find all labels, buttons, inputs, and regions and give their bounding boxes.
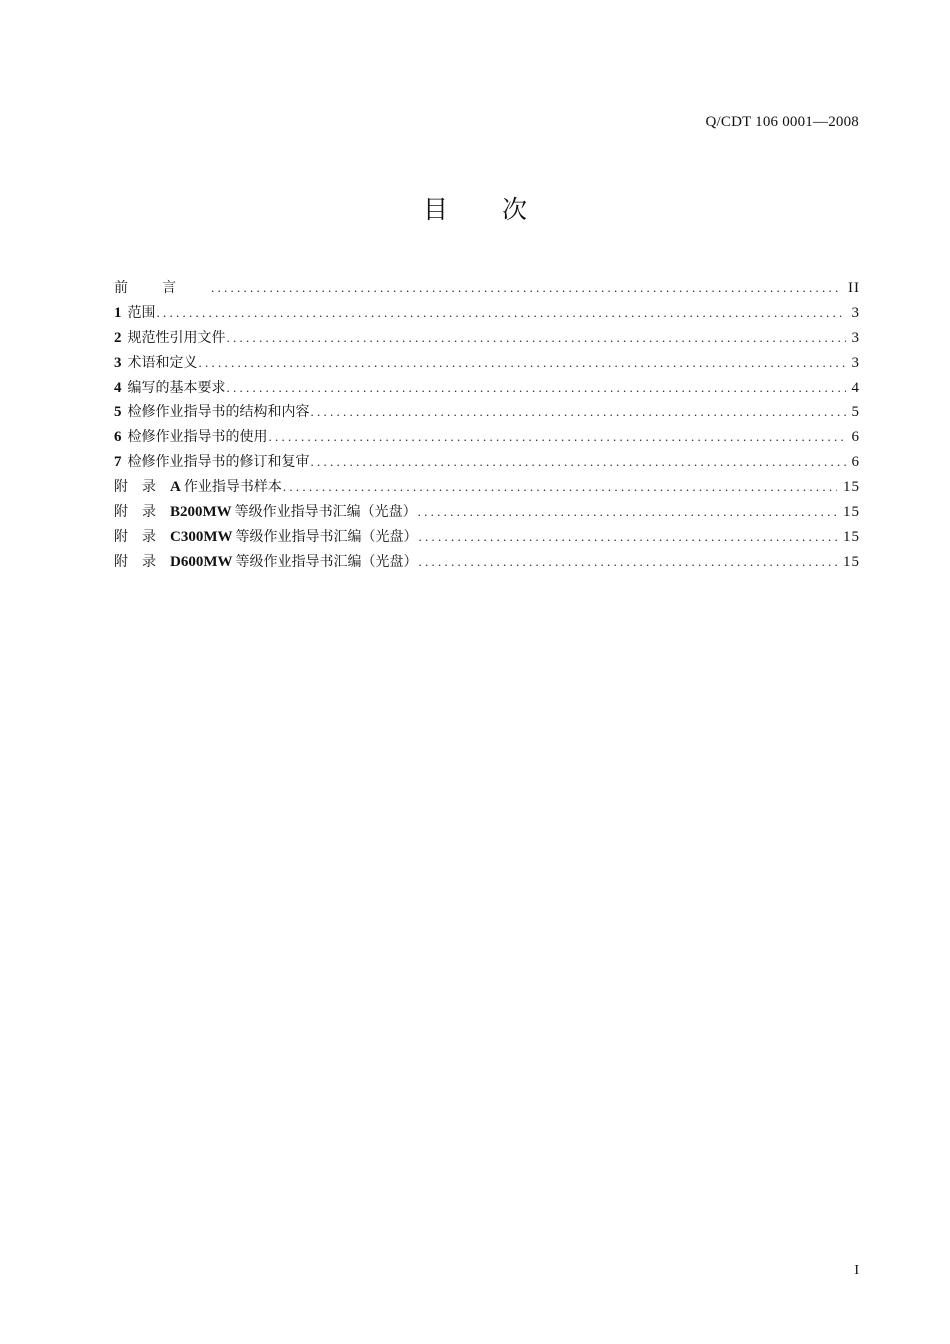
toc-entry-label: 规范性引用文件	[127, 329, 226, 346]
toc-entry-number: 4	[114, 379, 122, 396]
toc-entry-label: 范围	[127, 304, 156, 321]
toc-appendix-prefix: 附录	[114, 528, 170, 545]
toc-leader	[419, 554, 838, 570]
toc-page-number: 15	[843, 504, 860, 521]
toc-leader	[227, 380, 846, 396]
toc-page-number: 15	[843, 553, 860, 570]
toc-page-number: 6	[851, 429, 860, 446]
toc-entry-6[interactable]	[114, 426, 860, 451]
document-code: Q/CDT 106 0001—2008	[705, 114, 859, 130]
toc-leader	[418, 504, 837, 520]
toc-page-number: 6	[851, 454, 860, 471]
toc-page-number: 4	[851, 379, 860, 396]
toc-entry-number: 1	[114, 304, 122, 321]
toc-entry-appendix-c[interactable]	[114, 526, 860, 551]
toc-entry-number: 7	[114, 454, 122, 471]
toc-page-number: 15	[843, 479, 860, 496]
toc-entry-label: 编写的基本要求	[127, 379, 226, 396]
toc-entry-4[interactable]	[114, 377, 860, 402]
toc-appendix-code: D600MW	[170, 553, 233, 570]
toc-page-number: 5	[851, 404, 860, 421]
toc-leader	[311, 454, 846, 470]
toc-appendix-code: A	[170, 479, 181, 496]
toc-entry-appendix-a[interactable]	[114, 476, 860, 501]
toc-entry-number: 5	[114, 404, 122, 421]
toc-appendix-code: C300MW	[170, 528, 233, 545]
toc-entry-label: 等级作业指导书汇编（光盘）	[235, 553, 418, 570]
toc-entry-label: 检修作业指导书的修订和复审	[127, 454, 310, 471]
toc-entry-label: 术语和定义	[127, 354, 198, 371]
toc-entry-appendix-d[interactable]	[114, 551, 860, 576]
toc-entry-label: 等级作业指导书汇编（光盘）	[234, 504, 417, 521]
toc-entry-number: 3	[114, 354, 122, 371]
toc-appendix-prefix: 附录	[114, 479, 170, 496]
toc-page-number: II	[848, 280, 860, 296]
toc-leader	[311, 404, 846, 420]
toc-entry-label: 前言	[114, 280, 210, 296]
toc-page-number: 3	[851, 304, 860, 321]
toc-leader	[419, 529, 838, 545]
toc-leader	[283, 479, 837, 495]
toc-entry-7[interactable]	[114, 451, 860, 476]
toc-entry-label: 检修作业指导书的使用	[127, 429, 268, 446]
toc-appendix-prefix: 附录	[114, 553, 170, 570]
toc-entry-label: 等级作业指导书汇编（光盘）	[235, 528, 418, 545]
toc-entry-number: 2	[114, 329, 122, 346]
toc-page-number: 3	[851, 329, 860, 346]
toc-entry-3[interactable]	[114, 352, 860, 377]
toc-entry-label: 作业指导书样本	[183, 479, 282, 496]
toc-leader	[227, 330, 846, 346]
toc-leader	[157, 305, 846, 321]
toc-leader	[199, 355, 846, 371]
toc-entry-5[interactable]	[114, 401, 860, 426]
toc-page-number: 15	[843, 528, 860, 545]
toc-entry-2[interactable]	[114, 327, 860, 352]
toc-appendix-prefix: 附录	[114, 504, 170, 521]
toc-entry-number: 6	[114, 429, 122, 446]
page-title: 目次	[422, 195, 581, 224]
toc-page-number: 3	[851, 354, 860, 371]
toc-entry-label: 检修作业指导书的结构和内容	[127, 404, 310, 421]
page-number: I	[854, 1263, 859, 1278]
toc-leader	[211, 280, 842, 296]
toc-entry-1[interactable]	[114, 302, 860, 327]
toc-entry-appendix-b[interactable]	[114, 501, 860, 526]
toc-leader	[269, 429, 846, 445]
toc-appendix-code: B200MW	[170, 504, 232, 521]
toc-entry-foreword[interactable]	[114, 277, 860, 302]
table-of-contents	[114, 277, 860, 576]
